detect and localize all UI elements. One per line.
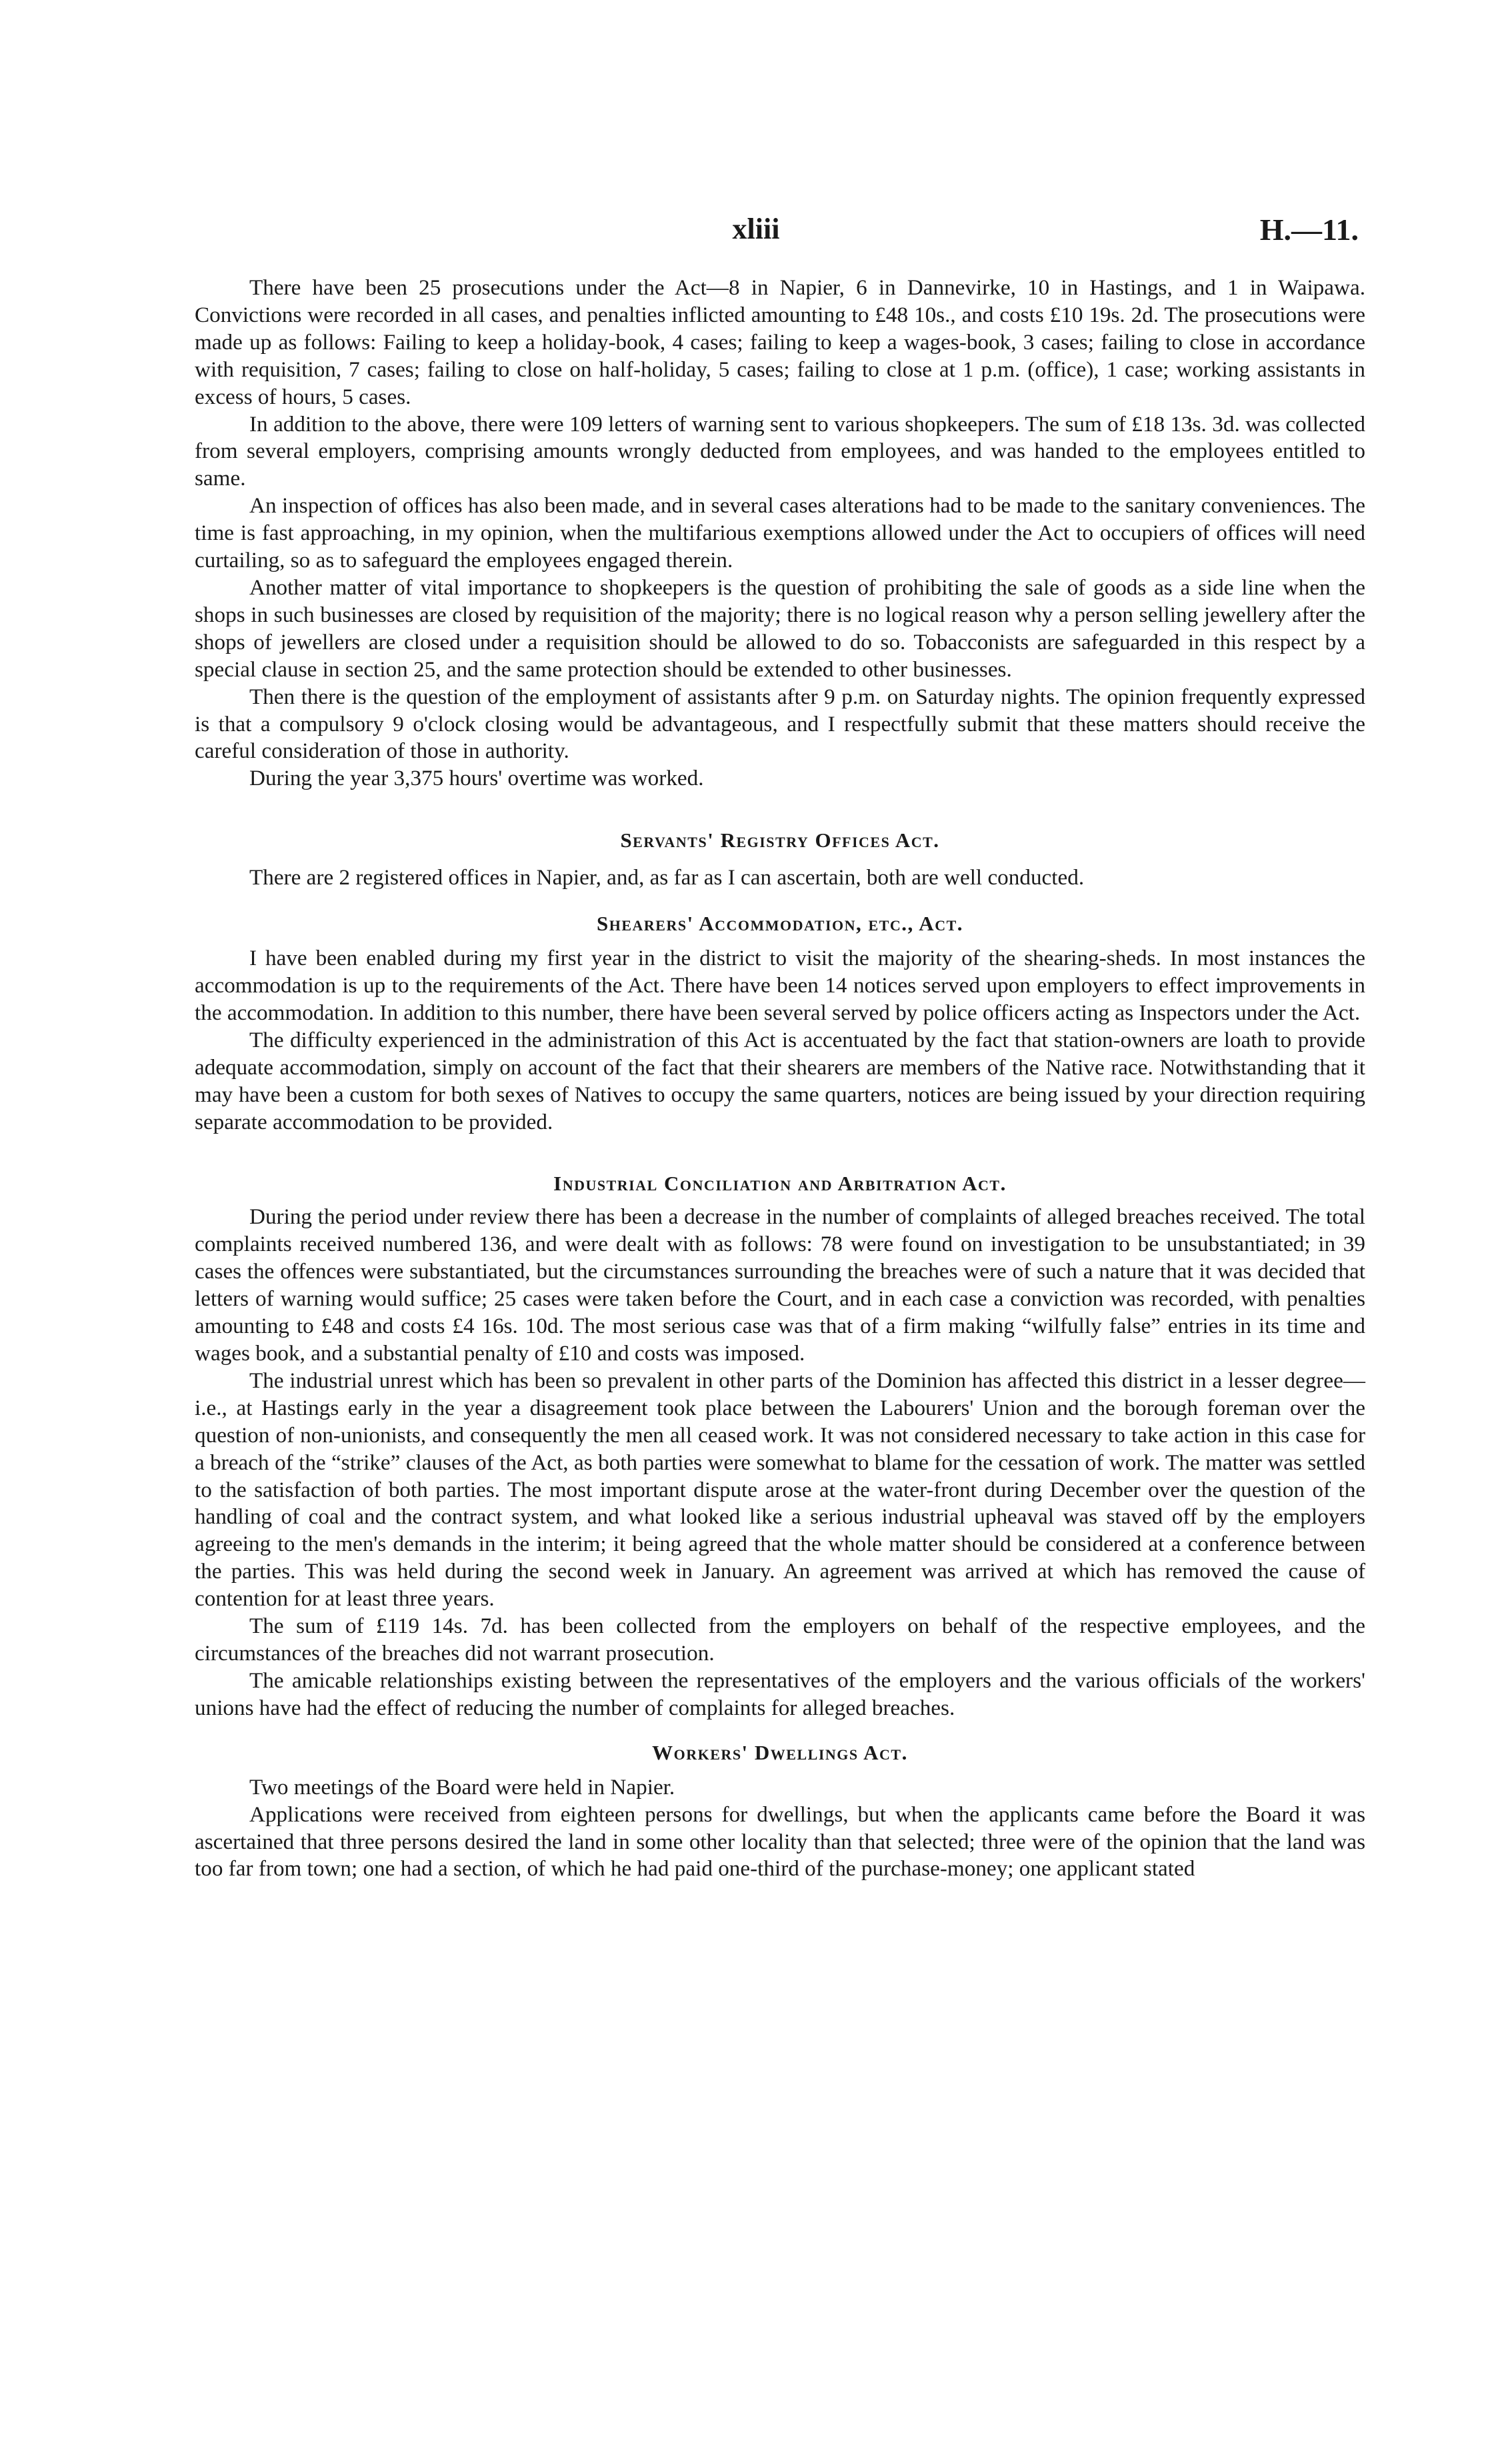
section-heading: Shearers' Accommodation, etc., Act. bbox=[596, 912, 964, 936]
paragraph: The sum of £119 14s. 7d. has been collected from the employers on behalf of the respective employees, and the circumstances of the breaches did not warrant prosecution. bbox=[195, 1614, 1365, 1666]
paragraph: There are 2 registered offices in Napier, and, as far as I can ascertain, both are well conducted. bbox=[249, 865, 1085, 890]
paragraph: During the year 3,375 hours' overtime was worked. bbox=[249, 766, 704, 791]
industrial-conciliation-section bbox=[195, 1170, 1365, 1722]
paragraph: The industrial unrest which has been so prevalent in other parts of the Dominion has affected this district in a lesser degree—i.e., at Hastings early in the year a disagreement took place between the Labourers' Union and the borough foreman over the question of non-unionists, and consequently the men all ceased work. It was not considered necessary to take action in this case for a breach of the “strike” clauses of the Act, as both parties were somewhat to blame for the cessation of work. The matter was settled to the satisfaction of both parties. The most important dispute arose at the water-front during December over the question of the handling of coal and the contract system, and what looked like a serious industrial upheaval was staved off by the employers agreeing to the men's demands in the interim; it being agreed that the whole matter should be considered at a conference between the parties. This was held during the second week in January. An agreement was arrived at which has removed the cause of contention for at least three years. bbox=[195, 1368, 1365, 1612]
section-heading: Servants' Registry Offices Act. bbox=[620, 828, 940, 852]
shearers-accommodation-section bbox=[195, 910, 1365, 1136]
page-header bbox=[0, 212, 1512, 252]
paragraph: There have been 25 prosecutions under the Act—8 in Napier, 6 in Dannevirke, 10 in Hastings, and 1 in Waipawa. Convictions were recorded in all cases, and penalties inflicted amounting to £48 10s., and costs £10 19s. 2d. The prosecutions were made up as follows: Failing to keep a holiday-book, 4 cases; failing to keep a wages-book, 3 cases; failing to close in accordance with requisition, 7 cases; failing to close on half-holiday, 5 cases; failing to close at 1 p.m. (office), 1 case; working assistants in excess of hours, 5 cases. bbox=[195, 275, 1365, 409]
paragraph: Another matter of vital importance to shopkeepers is the question of prohibiting the sale of goods as a side line when the shops in such businesses are closed by requisition of the majority; there is no logical reason why a person selling jewellery after the shops of jewellers are closed under a requisition should be allowed to do so. Tobacconists are safeguarded in this respect by a special clause in section 25, and the same protection should be extended to other businesses. bbox=[195, 575, 1365, 682]
shops-offices-section bbox=[195, 275, 1365, 792]
body-text bbox=[195, 275, 1365, 1883]
document-reference: H.—11. bbox=[1259, 213, 1359, 247]
paragraph: The difficulty experienced in the administration of this Act is accentuated by the fact that station-owners are loath to provide adequate accommodation, simply on account of the fact that their shearers are members of the Native race. Notwithstanding that it may have been a custom for both sexes of Natives to occupy the same quarters, notices are being issued by your direction requiring separate accommodation to be provided. bbox=[195, 1027, 1365, 1134]
section-heading: Industrial Conciliation and Arbitration Act. bbox=[553, 1172, 1007, 1196]
page-number: xliii bbox=[732, 213, 780, 245]
section-heading: Workers' Dwellings Act. bbox=[652, 1740, 908, 1764]
paragraph: An inspection of offices has also been made, and in several cases alterations had to be made to the sanitary conveniences. The time is fast approaching, in my opinion, when the multifarious exemptions allowed under the Act to occupiers of offices will need curtailing, so as to safeguard the employees engaged therein. bbox=[195, 493, 1365, 573]
paragraph: Applications were received from eighteen persons for dwellings, but when the applicants came before the Board it was ascertained that three persons desired the land in some other locality than that selected; three were of the opinion that the land was too far from town; one had a section, of which he had paid one-third of the purchase-money; one applicant stated bbox=[195, 1802, 1365, 1881]
servants-registry-section bbox=[195, 827, 1365, 892]
paragraph: In addition to the above, there were 109 letters of warning sent to various shopkeepers. The sum of £18 13s. 3d. was collected from several employers, comprising amounts wrongly deducted from employees, and was handed to the employees entitled to same. bbox=[195, 411, 1365, 491]
paragraph: Two meetings of the Board were held in Napier. bbox=[249, 1774, 675, 1800]
paragraph: Then there is the question of the employment of assistants after 9 p.m. on Saturday nights. The opinion frequently expressed is that a compulsory 9 o'clock closing would be advantageous, and I respectfully submit that these matters should receive the careful consideration of those in authority. bbox=[195, 684, 1365, 764]
workers-dwellings-section bbox=[195, 1740, 1365, 1883]
paragraph: I have been enabled during my first year in the district to visit the majority of the shearing-sheds. In most instances the accommodation is up to the requirements of the Act. There have been 14 notices served upon employers to effect improvements in the accommodation. In addition to this number, there have been several served by police officers acting as Inspectors under the Act. bbox=[195, 946, 1365, 1025]
paragraph: During the period under review there has been a decrease in the number of complaints of alleged breaches received. The total complaints received numbered 136, and were dealt with as follows: 78 were found on investigation to be unsubstantiated; in 39 cases the offences were substantiated, but the circumstances surrounding the breaches were of such a nature that it was decided that letters of warning would suffice; 25 cases were taken before the Court, and in each case a conviction was recorded, with penalties amounting to £48 and costs £4 16s. 10d. The most serious case was that of a firm making “wilfully false” entries in its time and wages book, and a substantial penalty of £10 and costs was imposed. bbox=[195, 1204, 1365, 1366]
paragraph: The amicable relationships existing between the representatives of the employers and the various officials of the workers' unions have had the effect of reducing the number of complaints for alleged breaches. bbox=[195, 1668, 1365, 1720]
